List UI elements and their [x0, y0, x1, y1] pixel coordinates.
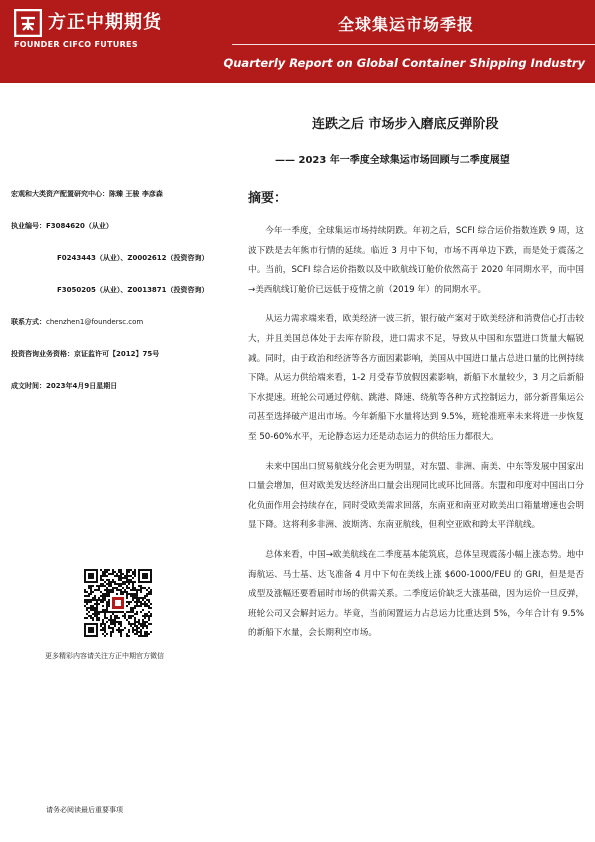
qualification-info: 投资咨询业务资格：京证监许可【2012】75号: [11, 350, 160, 358]
abstract-paragraph: 未来中国出口贸易航线分化会更为明显，对东盟、非洲、南美、中东等发展中国家出口量会增加，但对欧美发达经济出口量会出现同比或环比回落。东盟和印度对中国出口分化负面作用会持续存在，同时受欧美需求回落，东南亚和南亚对欧美出口箱量增速也会明显下降。这将利多非洲、波斯湾、东南亚航线，但利空亚欧和跨太平洋航线。: [248, 461, 584, 531]
contact-info: 联系方式：chenzhen1@foundersc.com: [11, 318, 144, 326]
wechat-qr-code[interactable]: [84, 569, 152, 637]
research-center: 宏观和大类资产配置研究中心：陈臻 王骏 李彦森: [11, 190, 163, 198]
header-divider: [232, 44, 595, 45]
license-number-2: F0243443（从业）、Z0002612（投资咨询）: [57, 254, 209, 262]
logo-english-name: FOUNDER CIFCO FUTURES: [14, 40, 138, 49]
written-date: 成文时间：2023年4月9日星期日: [11, 382, 118, 390]
qr-caption: 更多精彩内容请关注方正中期官方微信: [45, 652, 164, 660]
article-title: 连跌之后 市场步入磨底反弹阶段: [312, 117, 499, 132]
company-logo[interactable]: [14, 9, 162, 37]
abstract-heading: 摘要：: [248, 191, 288, 206]
logo-chinese-name: 方正中期期货: [48, 12, 162, 33]
disclaimer-note: 请务必阅读最后重要事项: [46, 806, 123, 814]
license-number-3: F3050205（从业）、Z0013871（投资咨询）: [57, 286, 209, 294]
abstract-body: [248, 222, 584, 654]
founder-logo-icon: [14, 9, 42, 37]
abstract-paragraph: 今年一季度，全球集运市场持续阴跌。年初之后，SCFI 综合运价指数连跌 9 周，这波下跌是去年熊市行情的延续。临近 3 月中下旬，市场不再单边下跌，而是处于震荡之中。当前，SCFI 综合运价指数以及中欧航线订舱价依然高于 2020 年同期水平，而中国→美西航线订舱价已远低于疫情之前（2019 年）的同期水平。: [248, 226, 584, 295]
article-subtitle: —— 2023 年一季度全球集运市场回顾与二季度展望: [275, 155, 510, 166]
license-number-1: 执业编号：F3084620（从业）: [11, 222, 113, 230]
abstract-paragraph: 总体来看，中国→欧美航线在二季度基本能筑底，总体呈现震荡小幅上涨态势。地中海航运、马士基、达飞准备 4 月中下旬在美线上涨 $600-1000/FEU 的 GRI，但是是否成型及涨幅还要看届时市场的供需关系。二季度运价缺乏大涨基础，因为运价一旦反弹，班轮公司又会解封运力。毕竟，当前闲置运力占总运力比重达到 5%，今年合计有 9.5%的新船下水量，会长期利空市场。: [248, 549, 584, 639]
abstract-paragraph: 从运力需求端来看，欧美经济一波三折，银行破产案对于欧美经济和消费信心打击较大，并且美国总体处于去库存阶段，进口需求不足，导致从中国和东盟进口货量大幅锐减。同时，由于政治和经济等各方面因素影响，美国从中国进口量占总进口量的比例持续下降。从运力供给端来看，1-2 月受春节放假因素影响，新船下水量较少，3 月之后新船下水提速。班轮公司通过停航、跳港、降速、绕航等各种方式控制运力，部分新晋集运公司甚至选择破产退出市场。今年新船下水量将达到 9.5%，班轮准班率未来将进一步恢复至 50-60%水平，无论静态运力还是动态运力的供给压力都很大。: [248, 314, 584, 442]
report-header: [0, 0, 595, 83]
contact-email[interactable]: chenzhen1@foundersc.com: [46, 318, 144, 326]
report-title-chinese: 全球集运市场季报: [338, 15, 475, 34]
report-title-english: Quarterly Report on Global Container Shipping Industry: [223, 56, 585, 70]
